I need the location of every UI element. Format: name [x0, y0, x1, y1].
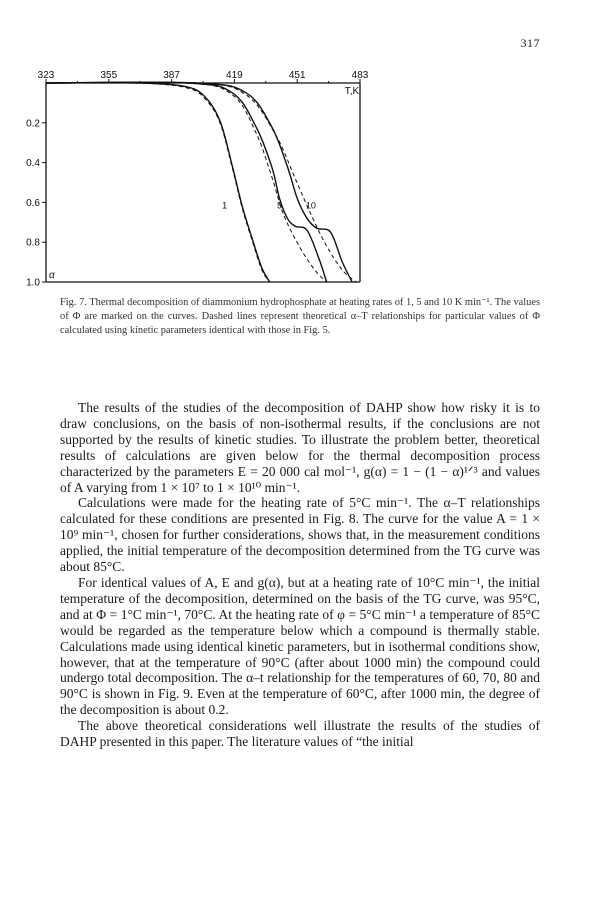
- figure-caption: [60, 296, 540, 339]
- y-tick-label: 0.6: [26, 197, 40, 209]
- curve-phi-10-dashed: [46, 82, 356, 282]
- x-axis-unit: T,K: [344, 86, 360, 97]
- page-number: 317: [520, 36, 540, 50]
- curve-phi-5-solid: [46, 82, 327, 282]
- paragraph: For identical values of A, E and g(α), but at a heating rate of 10°C min⁻¹, the initial temperature of the decomposition, determined on the basis of the TG curve, was 95°C, and at Φ = 1°C min⁻¹, 70°C. At the heating rate of φ = 5°C min⁻¹ a temperature of 85°C would be regarded as the temperature below which a compound is thermally stable. Calculations made using identical kinetic parameters, but in isothermal conditions show, however, that at the temperature of 90°C (after about 1000 min) the compound could undergo total decomposition. The α–t relationship for the temperatures of 60, 70, 80 and 90°C is shown in Fig. 9. Even at the temperature of 60°C, after 1000 min, the degree of the decomposition is about 0.2.: [60, 574, 540, 718]
- curve-label-5: 5: [277, 200, 283, 211]
- y-tick-label: 0.8: [26, 237, 40, 249]
- x-tick-label: 419: [226, 70, 243, 81]
- figure-7: [20, 68, 400, 290]
- y-tick-label: 0.2: [26, 118, 40, 130]
- x-tick-label: 323: [37, 70, 55, 81]
- paragraph: The results of the studies of the decomposition of DAHP show how risky it is to draw conclusions, on the basis of non-isothermal results, if the conclusions are not supported by the results of kinetic studies. To illustrate the problem better, theoretical results of calculations are given below for the thermal decomposition process characterized by the parameters E = 20 000 cal mol⁻¹, g(α) = 1 − (1 − α)¹ᐟ³ and values of A varying from 1 × 10⁷ to 1 × 10¹⁰ min⁻¹.: [60, 400, 540, 495]
- caption-label: Fig. 7.: [60, 297, 87, 308]
- curve-phi-5-dashed: [46, 82, 327, 282]
- x-tick-label: 387: [163, 70, 180, 81]
- x-tick-label: 483: [351, 70, 369, 81]
- decomposition-chart: [20, 68, 400, 290]
- y-axis-label: α: [49, 270, 55, 281]
- curve-phi-10-solid: [46, 82, 352, 282]
- caption-text: Thermal decomposition of diammonium hydrophosphate at heating rates of 1, 5 and 10 K min⁻¹. The values of Φ are marked on the curves. Dashed lines represent theoretical α–T relationships for particular values of Φ calculated using kinetic parameters identical with those in Fig. 5.: [60, 297, 540, 337]
- paragraph: The above theoretical considerations well illustrate the results of the studies of DAHP presented in this paper. The literature values of “the initial: [60, 718, 540, 750]
- curve-label-10: 10: [305, 200, 316, 211]
- body-text: [60, 400, 540, 750]
- y-tick-label: 0.4: [26, 158, 40, 170]
- curve-phi-1-dashed: [46, 83, 270, 282]
- y-tick-label: 1.0: [26, 277, 40, 289]
- x-tick-label: 355: [100, 70, 118, 81]
- paragraph: Calculations were made for the heating rate of 5°C min⁻¹. The α–T relationships calculated for these conditions are presented in Fig. 8. The curve for the value A = 1 × 10⁹ min⁻¹, chosen for further considerations, shows that, in the measurement conditions applied, the initial temperature of the decomposition determined from the TG curve was about 85°C.: [60, 495, 540, 575]
- x-tick-label: 451: [288, 70, 306, 81]
- curve-label-1: 1: [222, 200, 228, 211]
